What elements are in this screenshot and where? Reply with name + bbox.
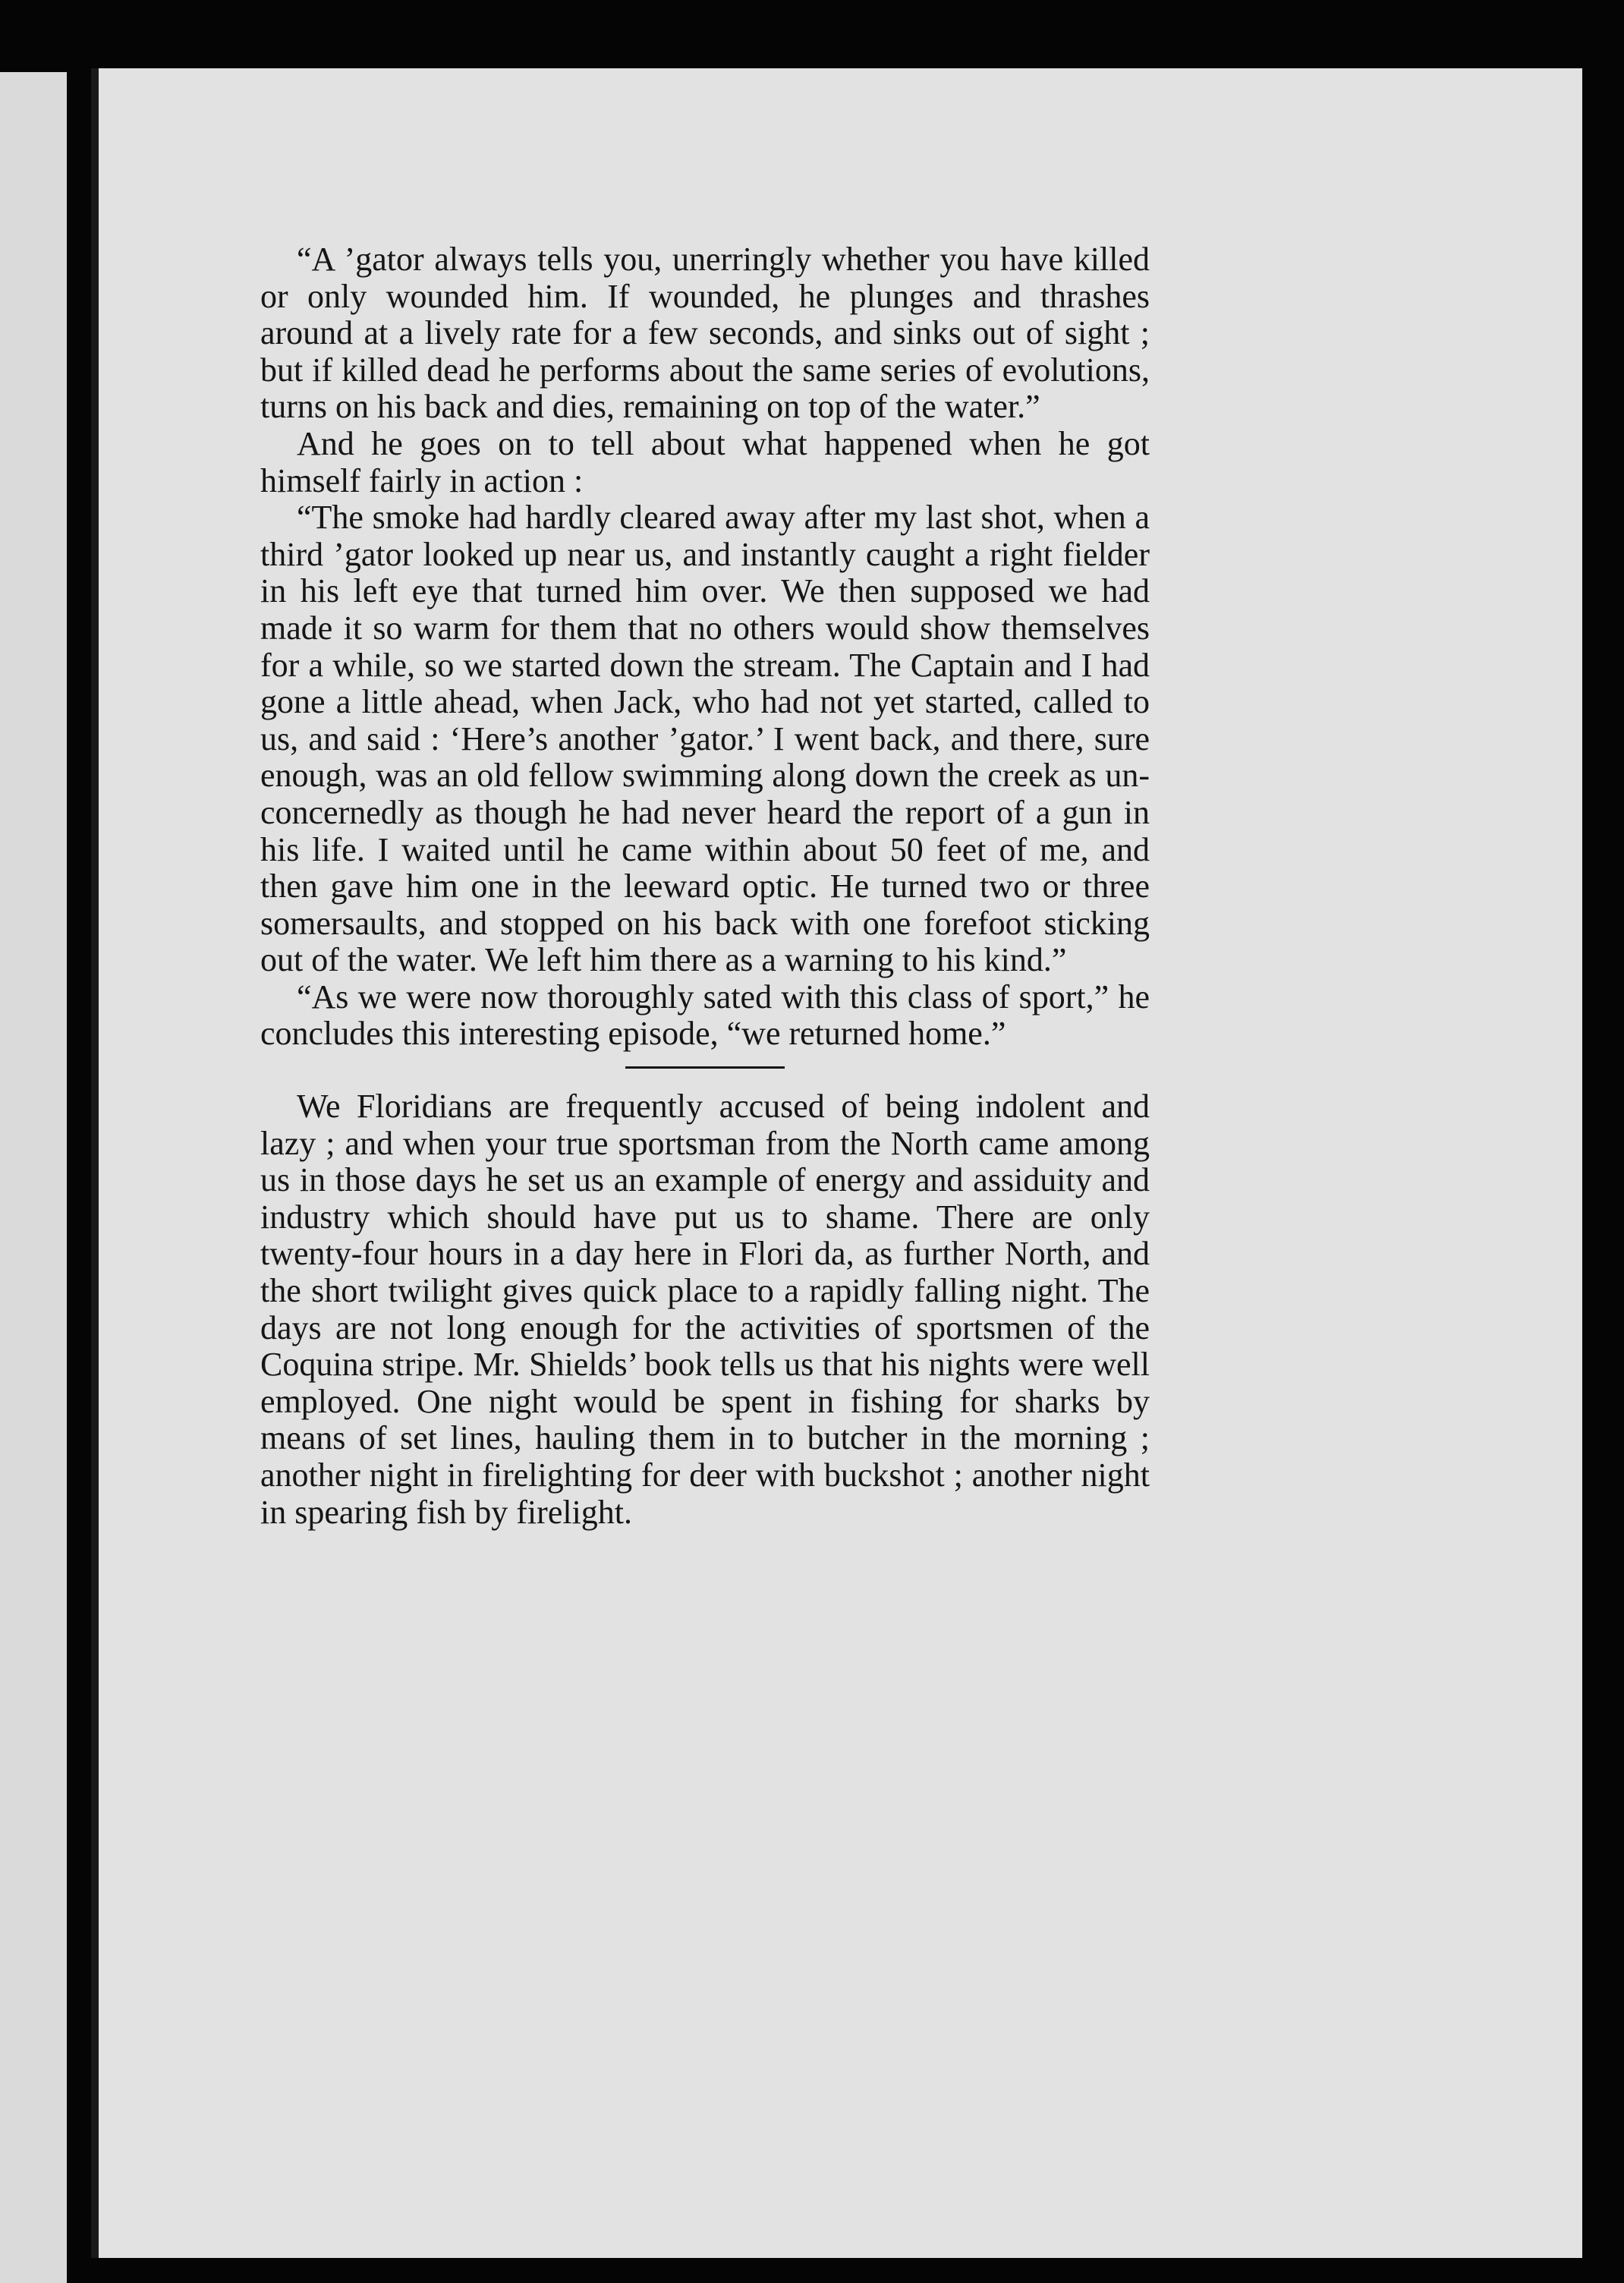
paragraph: “The smoke had hardly cleared away after my last shot, when a third ’gator looked up near us, and instantly caught a right fielder in his left eye that turned him over. We then supposed we had made it so warm for them that no others would show themselves for a while, so we started down the stream. The Captain and I had gone a little ahead, when Jack, who had not yet started, called to us, and said : ‘Here’s another ’gator.’ I went back, and there, sure enough, was an old fellow swimming along down the creek as unconcernedly as though he had never heard the report of a gun in his life. I waited until he came within about 50 feet of me, and then gave him one in the leeward optic. He turned two or three somersaults, and stopped on his back with one forefoot sticking out of the water. We left him there as a warning to his kind.” (260, 499, 1150, 979)
facing-page-edge (0, 72, 67, 2283)
paragraph: “As we were now thoroughly sated with this class of sport,” he concludes this interesting episode, “we returned home.” (260, 978, 1150, 1053)
body-text (260, 241, 1150, 1531)
paragraph: We Floridians are frequently accused of being indolent and lazy ; and when your true sportsman from the North came among us in those days he set us an example of energy and assiduity and industry which should have put us to shame. There are only twenty-four hours in a day here in Flori da, as further North, and the short twilight gives quick place to a rapidly falling night. The days are not long enough for the activities of sportsmen of the Coquina stripe. Mr. Shields’ book tells us that his nights were well employed. One night would be spent in fishing for sharks by means of set lines, hauling them in to butcher in the morning ; another night in firelighting for deer with buckshot ; another night in spearing fish by firelight. (260, 1088, 1150, 1531)
paragraph: “A ’gator always tells you, unerringly whether you have killed or only wounded him. If wounded, he plunges and thrashes around at a lively rate for a few seconds, and sinks out of sight ; but if killed dead he performs about the same series of evolutions, turns on his back and dies, remaining on top of the water.” (260, 241, 1150, 426)
section-divider (625, 1066, 785, 1069)
paragraph: And he goes on to tell about what happened when he got himself fairly in action : (260, 424, 1150, 499)
